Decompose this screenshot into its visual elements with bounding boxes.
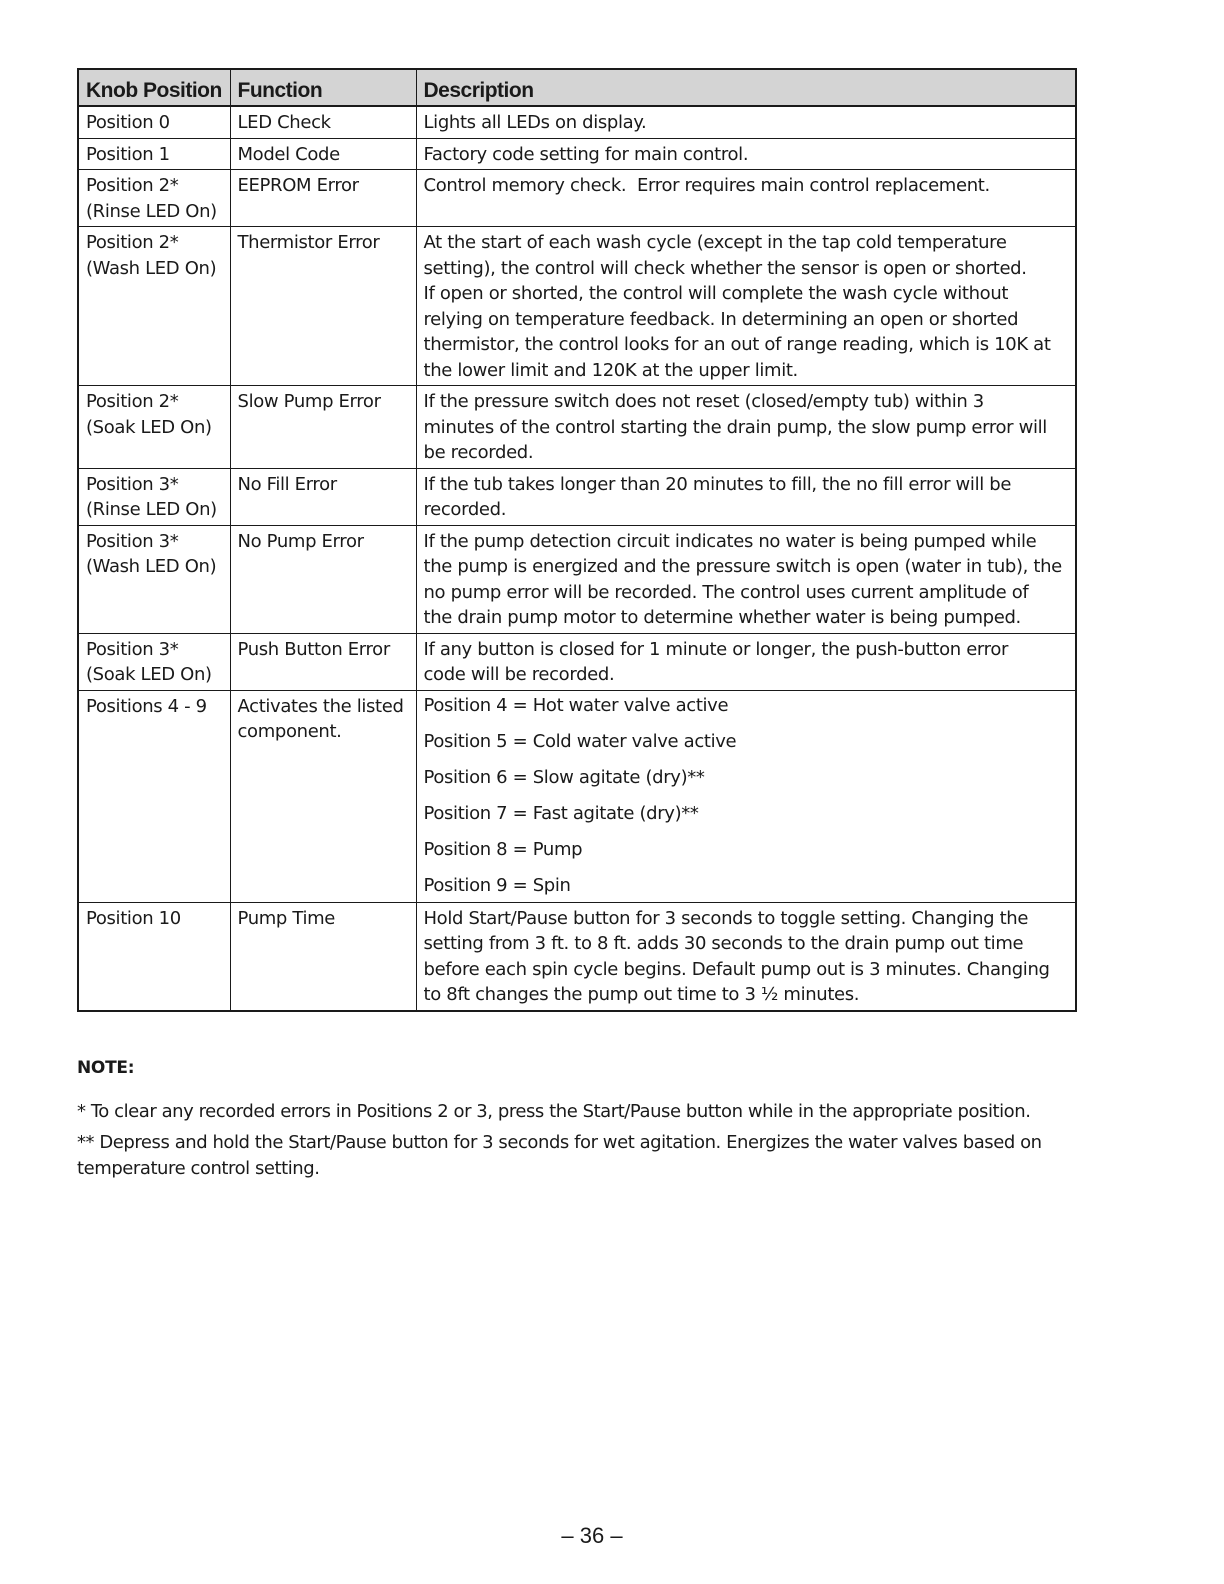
description-cell: If the pressure switch does not reset (closed/empty tub) within 3 minutes of the control starting the drain pump, the slow pump error will be recorded. [416, 386, 1076, 469]
knob-position-cell: Position 3* (Rinse LED On) [78, 468, 230, 525]
table-row [78, 227, 1076, 386]
function-cell: Pump Time [230, 902, 416, 1011]
description-cell: Lights all LEDs on display. [416, 106, 1076, 138]
function-cell: Push Button Error [230, 633, 416, 690]
list-item: Position 8 = Pump [423, 838, 583, 860]
table-row [78, 525, 1076, 633]
table-row [78, 170, 1076, 227]
table-row [78, 106, 1076, 138]
table-row [78, 138, 1076, 170]
knob-position-table [77, 68, 1077, 1012]
knob-position-cell: Positions 4 - 9 [78, 690, 230, 902]
positions-list [424, 688, 1069, 904]
description-cell [416, 690, 1076, 902]
list-item: Position 4 = Hot water valve active [423, 694, 729, 716]
function-cell: Model Code [230, 138, 416, 170]
description-cell: If the tub takes longer than 20 minutes to fill, the no fill error will be recorded. [416, 468, 1076, 525]
description-cell: At the start of each wash cycle (except in the tap cold temperature setting), the control will check whether the sensor is open or shorted. If open or shorted, the control will complete the wash cycle without relying on temperature feedback. In determining an open or shorted thermistor, the control looks for an out of range reading, which is 10K at the lower limit and 120K at the upper limit. [416, 227, 1076, 386]
list-item: Position 6 = Slow agitate (dry)** [423, 766, 705, 788]
function-cell: Activates the listed component. [230, 690, 416, 902]
knob-position-cell: Position 1 [78, 138, 230, 170]
function-cell: LED Check [230, 106, 416, 138]
description-cell: Control memory check. Error requires main control replacement. [416, 170, 1076, 227]
knob-position-cell: Position 2* (Wash LED On) [78, 227, 230, 386]
table-header-row [78, 69, 1076, 106]
description-cell: If the pump detection circuit indicates no water is being pumped while the pump is energized and the pressure switch is open (water in tub), the no pump error will be recorded. The control uses current amplitude of the drain pump motor to determine whether water is being pumped. [416, 525, 1076, 633]
table-row [78, 902, 1076, 1011]
list-item: Position 9 = Spin [423, 874, 571, 896]
function-cell: EEPROM Error [230, 170, 416, 227]
table-row [78, 690, 1076, 902]
knob-position-cell: Position 10 [78, 902, 230, 1011]
description-cell: Factory code setting for main control. [416, 138, 1076, 170]
note-line: ** Depress and hold the Start/Pause button for 3 seconds for wet agitation. Energizes the water valves based on temperature control setting. [77, 1132, 1042, 1179]
knob-position-cell: Position 3* (Wash LED On) [78, 525, 230, 633]
description-cell: If any button is closed for 1 minute or longer, the push-button error code will be recorded. [416, 633, 1076, 690]
table-row [78, 633, 1076, 690]
table-row [78, 468, 1076, 525]
header-description: Description [416, 69, 1076, 106]
description-cell: Hold Start/Pause button for 3 seconds to toggle setting. Changing the setting from 3 ft. to 8 ft. adds 30 seconds to the drain pump out time before each spin cycle begins. Default pump out is 3 minutes. Changing to 8ft changes the pump out time to 3 ½ minutes. [416, 902, 1076, 1011]
knob-position-cell: Position 2* (Rinse LED On) [78, 170, 230, 227]
knob-position-cell: Position 3* (Soak LED On) [78, 633, 230, 690]
function-cell: Thermistor Error [230, 227, 416, 386]
knob-position-cell: Position 2* (Soak LED On) [78, 386, 230, 469]
function-cell: No Pump Error [230, 525, 416, 633]
note-title: NOTE: [77, 1058, 135, 1078]
list-item: Position 7 = Fast agitate (dry)** [423, 802, 699, 824]
note-line: * To clear any recorded errors in Positions 2 or 3, press the Start/Pause button while in the appropriate position. [77, 1101, 1031, 1122]
page-number: – 36 – [561, 1523, 623, 1548]
table-row [78, 386, 1076, 469]
header-knob-position: Knob Position [78, 69, 230, 106]
knob-position-cell: Position 0 [78, 106, 230, 138]
function-cell: Slow Pump Error [230, 386, 416, 469]
function-cell: No Fill Error [230, 468, 416, 525]
list-item: Position 5 = Cold water valve active [423, 730, 737, 752]
header-function: Function [230, 69, 416, 106]
